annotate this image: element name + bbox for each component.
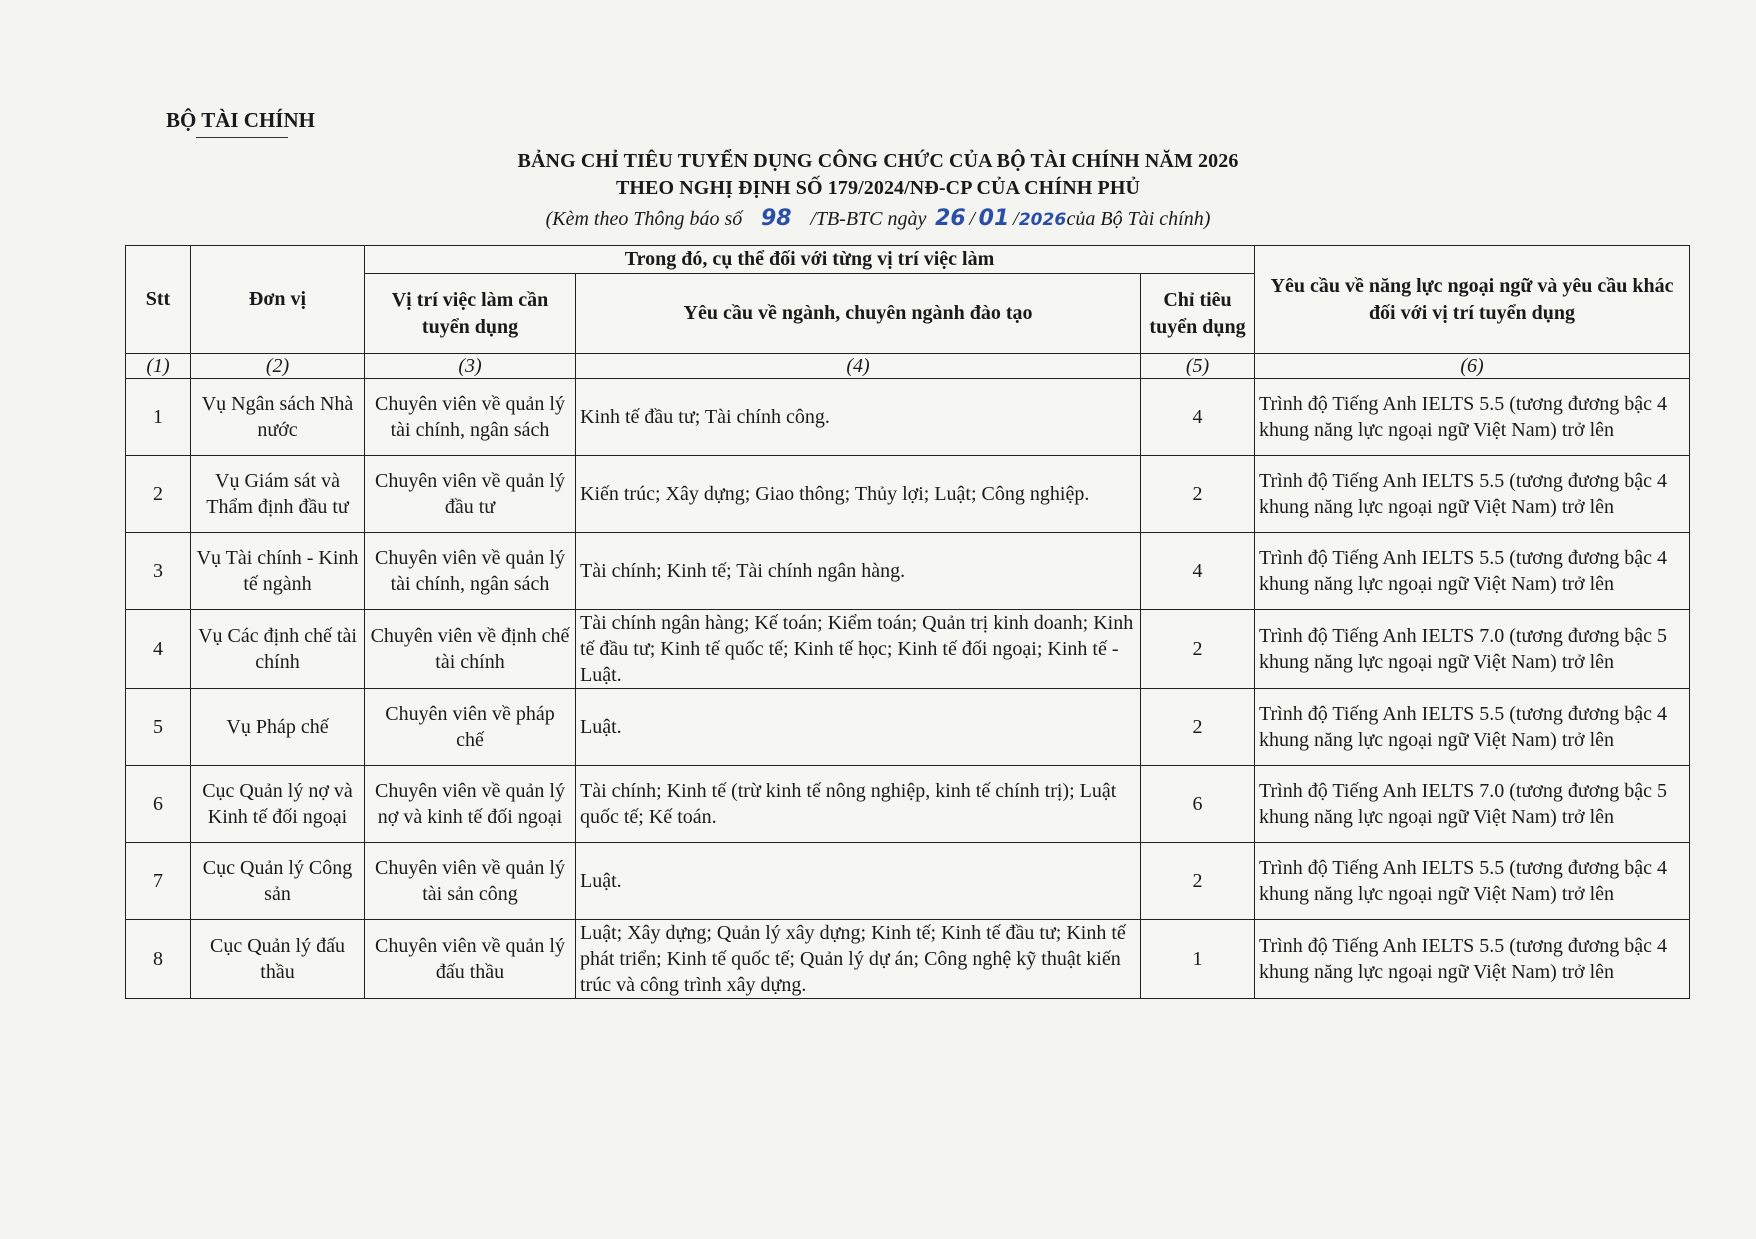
row-unit: Cục Quản lý nợ và Kinh tế đối ngoại xyxy=(191,766,365,843)
header-major-requirement: Yêu cầu về ngành, chuyên ngành đào tạo xyxy=(576,274,1141,354)
header-quota: Chỉ tiêu tuyển dụng xyxy=(1141,274,1255,354)
ministry-name: BỘ TÀI CHÍNH xyxy=(166,108,315,132)
document-title-block xyxy=(0,148,1756,235)
column-index: (2) xyxy=(191,354,365,379)
row-unit: Cục Quản lý Công sản xyxy=(191,843,365,920)
subtitle-prefix: (Kèm theo Thông báo số xyxy=(545,208,743,230)
document-title-line-1: BẢNG CHỈ TIÊU TUYỂN DỤNG CÔNG CHỨC CỦA BỘ TÀI CHÍNH NĂM 2026 xyxy=(517,150,1239,172)
row-major: Luật; Xây dựng; Quản lý xây dựng; Kinh tế; Kinh tế đầu tư; Kinh tế phát triển; Kinh tế quốc tế; Quản lý dự án; Công nghệ kỹ thuật kiến trúc và công trình xây dựng. xyxy=(576,920,1141,999)
row-stt: 2 xyxy=(126,456,191,533)
row-language: Trình độ Tiếng Anh IELTS 5.5 (tương đương bậc 4 khung năng lực ngoại ngữ Việt Nam) trở lên xyxy=(1255,456,1690,533)
table-body xyxy=(126,354,1690,999)
document-subtitle xyxy=(0,204,1756,235)
row-stt: 1 xyxy=(126,379,191,456)
row-major: Luật. xyxy=(576,843,1141,920)
row-position: Chuyên viên về quản lý tài sản công xyxy=(365,843,576,920)
row-major: Kinh tế đầu tư; Tài chính công. xyxy=(576,379,1141,456)
ministry-underline xyxy=(196,137,288,138)
row-stt: 3 xyxy=(126,533,191,610)
row-quota: 1 xyxy=(1141,920,1255,999)
row-unit: Vụ Tài chính - Kinh tế ngành xyxy=(191,533,365,610)
row-quota: 2 xyxy=(1141,689,1255,766)
row-position: Chuyên viên về quản lý tài chính, ngân sách xyxy=(365,379,576,456)
table-row xyxy=(126,456,1690,533)
row-language: Trình độ Tiếng Anh IELTS 7.0 (tương đương bậc 5 khung năng lực ngoại ngữ Việt Nam) trở lên xyxy=(1255,610,1690,689)
row-quota: 2 xyxy=(1141,456,1255,533)
row-language: Trình độ Tiếng Anh IELTS 5.5 (tương đương bậc 4 khung năng lực ngoại ngữ Việt Nam) trở lên xyxy=(1255,379,1690,456)
notice-number-handwritten: 98 xyxy=(760,206,792,231)
row-position: Chuyên viên về định chế tài chính xyxy=(365,610,576,689)
row-unit: Vụ Giám sát và Thẩm định đầu tư xyxy=(191,456,365,533)
header-stt: Stt xyxy=(126,246,191,354)
column-index: (6) xyxy=(1255,354,1690,379)
header-position: Vị trí việc làm cần tuyển dụng xyxy=(365,274,576,354)
date-day-handwritten: 26 xyxy=(935,206,966,231)
row-quota: 6 xyxy=(1141,766,1255,843)
row-language: Trình độ Tiếng Anh IELTS 7.0 (tương đương bậc 5 khung năng lực ngoại ngữ Việt Nam) trở lên xyxy=(1255,766,1690,843)
header-language-requirement: Yêu cầu về năng lực ngoại ngữ và yêu cầu khác đối với vị trí tuyển dụng xyxy=(1255,246,1690,354)
table-row xyxy=(126,610,1690,689)
row-quota: 4 xyxy=(1141,533,1255,610)
row-quota: 4 xyxy=(1141,379,1255,456)
row-language: Trình độ Tiếng Anh IELTS 5.5 (tương đương bậc 4 khung năng lực ngoại ngữ Việt Nam) trở lên xyxy=(1255,843,1690,920)
row-position: Chuyên viên về quản lý tài chính, ngân sách xyxy=(365,533,576,610)
column-index-row xyxy=(126,354,1690,379)
row-major: Tài chính ngân hàng; Kế toán; Kiểm toán; Quản trị kinh doanh; Kinh tế đầu tư; Kinh tế quốc tế; Kinh tế học; Kinh tế đối ngoại; Kinh tế - Luật. xyxy=(576,610,1141,689)
column-index: (3) xyxy=(365,354,576,379)
table-row xyxy=(126,533,1690,610)
row-position: Chuyên viên về quản lý đấu thầu xyxy=(365,920,576,999)
document-title-line-2: THEO NGHỊ ĐỊNH SỐ 179/2024/NĐ-CP CỦA CHÍNH PHỦ xyxy=(615,177,1141,199)
row-stt: 8 xyxy=(126,920,191,999)
row-stt: 5 xyxy=(126,689,191,766)
table-row xyxy=(126,689,1690,766)
subtitle-mid: /TB-BTC ngày xyxy=(810,208,927,230)
subtitle-suffix: của Bộ Tài chính) xyxy=(1066,208,1211,230)
row-position: Chuyên viên về quản lý đầu tư xyxy=(365,456,576,533)
row-unit: Cục Quản lý đấu thầu xyxy=(191,920,365,999)
row-major: Tài chính; Kinh tế; Tài chính ngân hàng. xyxy=(576,533,1141,610)
header-unit: Đơn vị xyxy=(191,246,365,354)
row-unit: Vụ Pháp chế xyxy=(191,689,365,766)
row-stt: 6 xyxy=(126,766,191,843)
table-row xyxy=(126,920,1690,999)
row-language: Trình độ Tiếng Anh IELTS 5.5 (tương đương bậc 4 khung năng lực ngoại ngữ Việt Nam) trở lên xyxy=(1255,920,1690,999)
recruitment-quota-table xyxy=(125,245,1690,999)
date-year-handwritten: 2026 xyxy=(1018,210,1067,230)
table-row xyxy=(126,843,1690,920)
column-index: (1) xyxy=(126,354,191,379)
row-stt: 4 xyxy=(126,610,191,689)
column-index: (4) xyxy=(576,354,1141,379)
row-language: Trình độ Tiếng Anh IELTS 5.5 (tương đương bậc 4 khung năng lực ngoại ngữ Việt Nam) trở lên xyxy=(1255,533,1690,610)
date-month-handwritten: 01 xyxy=(978,206,1010,231)
column-index: (5) xyxy=(1141,354,1255,379)
row-quota: 2 xyxy=(1141,843,1255,920)
row-language: Trình độ Tiếng Anh IELTS 5.5 (tương đương bậc 4 khung năng lực ngoại ngữ Việt Nam) trở lên xyxy=(1255,689,1690,766)
date-separator-1: / xyxy=(969,208,975,230)
row-position: Chuyên viên về pháp chế xyxy=(365,689,576,766)
row-major: Kiến trúc; Xây dựng; Giao thông; Thủy lợi; Luật; Công nghiệp. xyxy=(576,456,1141,533)
row-major: Tài chính; Kinh tế (trừ kinh tế nông nghiệp, kinh tế chính trị); Luật quốc tế; Kế toán. xyxy=(576,766,1141,843)
table-row xyxy=(126,766,1690,843)
row-position: Chuyên viên về quản lý nợ và kinh tế đối ngoại xyxy=(365,766,576,843)
date-separator-2: / xyxy=(1012,208,1019,230)
table-row xyxy=(126,379,1690,456)
row-unit: Vụ Các định chế tài chính xyxy=(191,610,365,689)
row-quota: 2 xyxy=(1141,610,1255,689)
row-stt: 7 xyxy=(126,843,191,920)
row-major: Luật. xyxy=(576,689,1141,766)
header-position-group: Trong đó, cụ thể đối với từng vị trí việc làm xyxy=(365,246,1255,274)
row-unit: Vụ Ngân sách Nhà nước xyxy=(191,379,365,456)
